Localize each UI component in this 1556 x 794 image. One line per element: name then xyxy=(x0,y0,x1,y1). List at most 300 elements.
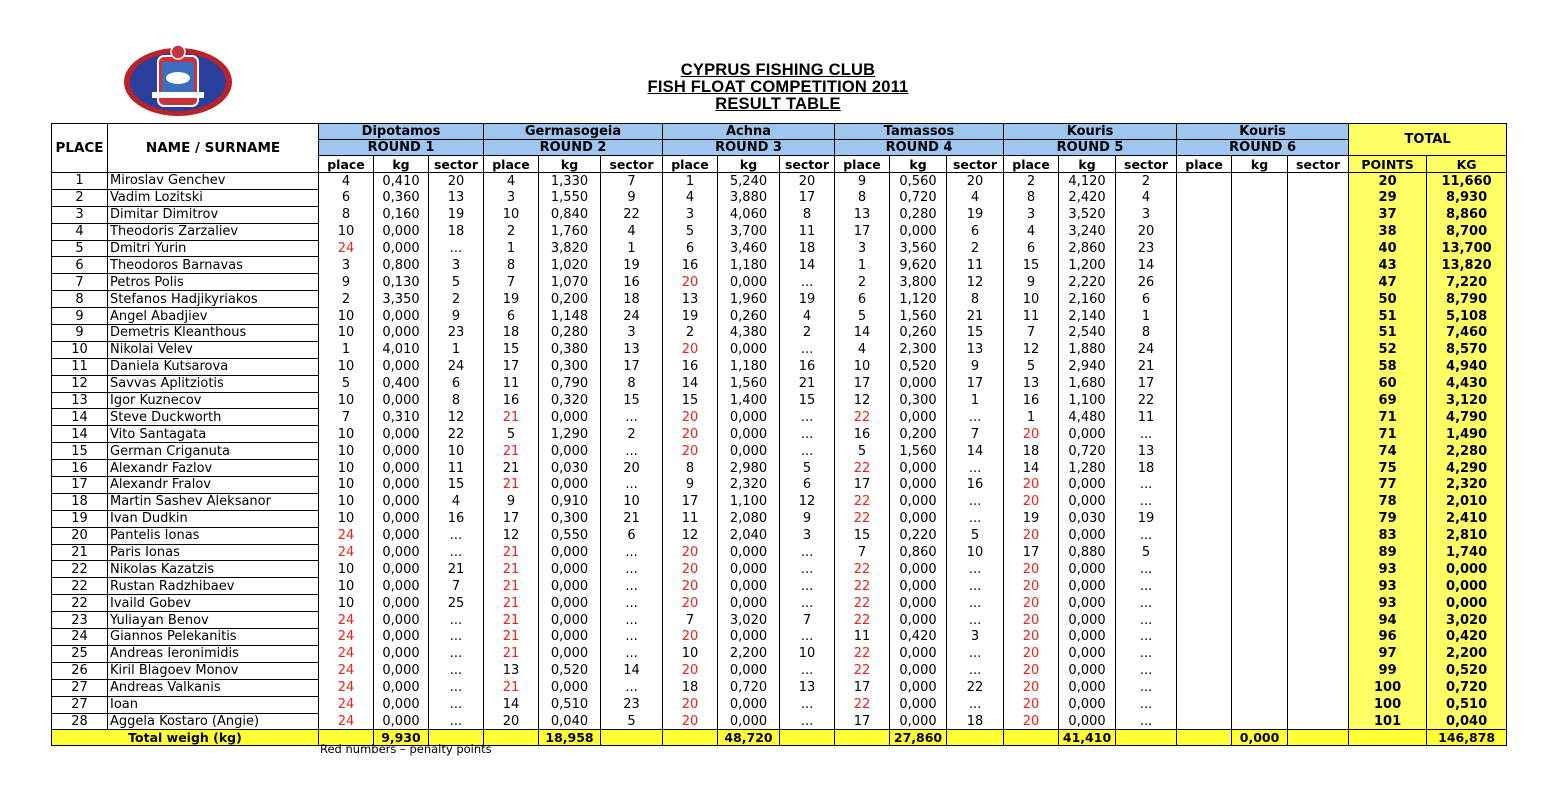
table-row xyxy=(52,612,1507,629)
row-place: 10 xyxy=(52,341,108,358)
row-place: 13 xyxy=(52,392,108,409)
row-r6-place xyxy=(1177,392,1232,409)
row-r4-place: 6 xyxy=(835,291,890,308)
row-r2-place: 21 xyxy=(484,460,539,477)
row-kg-total: 0,000 xyxy=(1427,561,1507,578)
row-r2-kg: 0,030 xyxy=(539,460,601,477)
row-r1-sector: 22 xyxy=(429,426,484,443)
row-r4-sector: ... xyxy=(947,645,1004,662)
row-r6-kg xyxy=(1232,189,1288,206)
row-r3-place: 5 xyxy=(663,223,718,240)
row-name: Rustan Radzhibaev xyxy=(108,578,319,595)
row-r2-kg: 0,000 xyxy=(539,544,601,561)
row-r6-place xyxy=(1177,629,1232,646)
row-r1-kg: 0,000 xyxy=(374,443,429,460)
row-r4-kg: 0,720 xyxy=(890,189,947,206)
table-row xyxy=(52,291,1507,308)
row-r2-place: 20 xyxy=(484,713,539,730)
row-r3-sector: 5 xyxy=(780,460,835,477)
table-row xyxy=(52,561,1507,578)
row-r3-place: 4 xyxy=(663,189,718,206)
row-r1-place: 5 xyxy=(319,375,374,392)
row-r4-kg: 3,560 xyxy=(890,240,947,257)
row-r3-sector: ... xyxy=(780,578,835,595)
row-r1-sector: 3 xyxy=(429,257,484,274)
row-r5-sector: ... xyxy=(1116,477,1177,494)
row-r1-sector: 7 xyxy=(429,578,484,595)
row-r1-place: 24 xyxy=(319,544,374,561)
row-r1-place: 10 xyxy=(319,460,374,477)
row-r2-place: 18 xyxy=(484,325,539,342)
row-points: 97 xyxy=(1349,645,1427,662)
row-r2-sector: 9 xyxy=(601,189,663,206)
row-r1-place: 24 xyxy=(319,612,374,629)
row-r6-kg xyxy=(1232,595,1288,612)
row-r6-kg xyxy=(1232,679,1288,696)
row-r6-kg xyxy=(1232,662,1288,679)
row-r5-place: 8 xyxy=(1004,189,1059,206)
row-r3-kg: 3,880 xyxy=(718,189,780,206)
row-r4-kg: 0,420 xyxy=(890,629,947,646)
table-row xyxy=(52,341,1507,358)
row-name: Alexandr Fazlov xyxy=(108,460,319,477)
row-r5-place: 7 xyxy=(1004,325,1059,342)
row-r2-kg: 0,000 xyxy=(539,409,601,426)
table-row xyxy=(52,392,1507,409)
row-points: 101 xyxy=(1349,713,1427,730)
row-r5-sector: ... xyxy=(1116,696,1177,713)
row-r4-sector: ... xyxy=(947,409,1004,426)
row-r2-sector: 22 xyxy=(601,206,663,223)
row-r6-sector xyxy=(1288,477,1349,494)
row-r6-sector xyxy=(1288,629,1349,646)
row-r4-kg: 0,000 xyxy=(890,578,947,595)
row-r1-kg: 0,000 xyxy=(374,477,429,494)
row-name: Yuliayan Benov xyxy=(108,612,319,629)
row-r6-sector xyxy=(1288,274,1349,291)
row-kg-total: 8,700 xyxy=(1427,223,1507,240)
row-r3-sector: 18 xyxy=(780,240,835,257)
row-r4-place: 11 xyxy=(835,629,890,646)
row-r1-kg: 4,010 xyxy=(374,341,429,358)
row-r2-sector: 19 xyxy=(601,257,663,274)
row-r4-sector: ... xyxy=(947,662,1004,679)
row-r3-kg: 1,400 xyxy=(718,392,780,409)
row-r6-place xyxy=(1177,240,1232,257)
row-name: Demetris Kleanthous xyxy=(108,325,319,342)
row-r2-kg: 0,000 xyxy=(539,595,601,612)
row-r4-place: 9 xyxy=(835,173,890,190)
row-r4-kg: 1,120 xyxy=(890,291,947,308)
row-r4-place: 1 xyxy=(835,257,890,274)
row-r4-place: 22 xyxy=(835,645,890,662)
row-r3-kg: 1,180 xyxy=(718,257,780,274)
row-r3-kg: 1,560 xyxy=(718,375,780,392)
row-r5-place: 16 xyxy=(1004,392,1059,409)
row-r6-sector xyxy=(1288,662,1349,679)
row-r6-place xyxy=(1177,679,1232,696)
row-r6-place xyxy=(1177,595,1232,612)
row-r3-sector: 20 xyxy=(780,173,835,190)
row-place: 2 xyxy=(52,189,108,206)
row-r6-kg xyxy=(1232,240,1288,257)
row-r3-sector: ... xyxy=(780,561,835,578)
row-points: 43 xyxy=(1349,257,1427,274)
row-kg-total: 2,410 xyxy=(1427,510,1507,527)
row-r4-sector: 17 xyxy=(947,375,1004,392)
row-name: Petros Polis xyxy=(108,274,319,291)
row-r3-sector: ... xyxy=(780,409,835,426)
row-r5-kg: 1,280 xyxy=(1059,460,1116,477)
row-r4-place: 3 xyxy=(835,240,890,257)
row-r2-kg: 0,000 xyxy=(539,561,601,578)
row-r1-sector: 10 xyxy=(429,443,484,460)
row-r1-kg: 0,000 xyxy=(374,679,429,696)
sub-header-place-r6: place xyxy=(1177,156,1232,173)
row-name: Aggela Kostaro (Angie) xyxy=(108,713,319,730)
row-r2-kg: 0,380 xyxy=(539,341,601,358)
row-r2-sector: 6 xyxy=(601,527,663,544)
row-r6-kg xyxy=(1232,477,1288,494)
row-kg-total: 4,790 xyxy=(1427,409,1507,426)
row-r2-sector: ... xyxy=(601,544,663,561)
row-r6-sector xyxy=(1288,173,1349,190)
row-r2-kg: 0,000 xyxy=(539,612,601,629)
row-kg-total: 2,810 xyxy=(1427,527,1507,544)
row-name: Alexandr Fralov xyxy=(108,477,319,494)
row-r4-kg: 0,000 xyxy=(890,713,947,730)
row-r1-sector: ... xyxy=(429,629,484,646)
totals-grand-kg: 146,878 xyxy=(1427,730,1507,746)
row-r5-place: 20 xyxy=(1004,426,1059,443)
row-r3-sector: 3 xyxy=(780,527,835,544)
row-points: 52 xyxy=(1349,341,1427,358)
row-r1-place: 4 xyxy=(319,173,374,190)
row-r2-sector: 10 xyxy=(601,493,663,510)
row-r6-sector xyxy=(1288,291,1349,308)
row-r6-sector xyxy=(1288,308,1349,325)
row-r3-place: 19 xyxy=(663,308,718,325)
row-r1-place: 24 xyxy=(319,662,374,679)
row-r1-kg: 0,000 xyxy=(374,392,429,409)
row-r1-kg: 0,360 xyxy=(374,189,429,206)
totals-r6-kg: 0,000 xyxy=(1232,730,1288,746)
row-r2-place: 21 xyxy=(484,645,539,662)
totals-r6-place xyxy=(1177,730,1232,746)
round-5-header: ROUND 5 xyxy=(1004,140,1177,156)
row-kg-total: 4,430 xyxy=(1427,375,1507,392)
row-r4-place: 12 xyxy=(835,392,890,409)
row-r3-place: 20 xyxy=(663,578,718,595)
row-r6-kg xyxy=(1232,206,1288,223)
venue-5: Kouris xyxy=(1004,124,1177,140)
row-r2-sector: ... xyxy=(601,595,663,612)
row-r5-sector: ... xyxy=(1116,493,1177,510)
row-r3-sector: 7 xyxy=(780,612,835,629)
row-r1-place: 24 xyxy=(319,679,374,696)
row-r4-place: 17 xyxy=(835,477,890,494)
row-r2-kg: 1,290 xyxy=(539,426,601,443)
row-r3-place: 20 xyxy=(663,595,718,612)
row-r5-place: 9 xyxy=(1004,274,1059,291)
row-r1-kg: 0,000 xyxy=(374,510,429,527)
row-r6-kg xyxy=(1232,578,1288,595)
row-r2-place: 2 xyxy=(484,223,539,240)
row-place: 9 xyxy=(52,308,108,325)
row-name: Theodoris Zarzaliev xyxy=(108,223,319,240)
row-r6-sector xyxy=(1288,375,1349,392)
row-r3-kg: 0,000 xyxy=(718,443,780,460)
row-kg-total: 1,490 xyxy=(1427,426,1507,443)
row-r4-place: 13 xyxy=(835,206,890,223)
row-r1-kg: 0,000 xyxy=(374,578,429,595)
sub-header-kg-r1: kg xyxy=(374,156,429,173)
table-row xyxy=(52,223,1507,240)
row-r6-place xyxy=(1177,358,1232,375)
row-points: 79 xyxy=(1349,510,1427,527)
row-place: 23 xyxy=(52,612,108,629)
row-r6-place xyxy=(1177,206,1232,223)
row-r5-sector: 20 xyxy=(1116,223,1177,240)
table-row xyxy=(52,527,1507,544)
row-r5-sector: 21 xyxy=(1116,358,1177,375)
round-4-header: ROUND 4 xyxy=(835,140,1004,156)
row-points: 77 xyxy=(1349,477,1427,494)
row-r4-kg: 0,560 xyxy=(890,173,947,190)
row-r5-kg: 2,140 xyxy=(1059,308,1116,325)
results-table xyxy=(51,123,1507,746)
row-r3-kg: 0,000 xyxy=(718,629,780,646)
table-row xyxy=(52,696,1507,713)
row-r4-sector: 1 xyxy=(947,392,1004,409)
row-r4-sector: 13 xyxy=(947,341,1004,358)
row-r4-sector: 18 xyxy=(947,713,1004,730)
row-r2-sector: 7 xyxy=(601,173,663,190)
row-r5-place: 20 xyxy=(1004,493,1059,510)
row-r5-kg: 0,000 xyxy=(1059,662,1116,679)
row-r4-place: 17 xyxy=(835,223,890,240)
row-name: Giannos Pelekanitis xyxy=(108,629,319,646)
row-r2-place: 8 xyxy=(484,257,539,274)
row-r2-place: 21 xyxy=(484,561,539,578)
row-r5-sector: 5 xyxy=(1116,544,1177,561)
row-r4-kg: 0,860 xyxy=(890,544,947,561)
row-r4-kg: 0,000 xyxy=(890,409,947,426)
row-r1-sector: 4 xyxy=(429,493,484,510)
row-r2-place: 1 xyxy=(484,240,539,257)
row-r1-sector: 9 xyxy=(429,308,484,325)
row-r6-sector xyxy=(1288,257,1349,274)
row-r4-kg: 0,000 xyxy=(890,460,947,477)
row-r3-kg: 2,040 xyxy=(718,527,780,544)
row-kg-total: 8,570 xyxy=(1427,341,1507,358)
row-r1-kg: 0,000 xyxy=(374,696,429,713)
row-r6-kg xyxy=(1232,325,1288,342)
table-row xyxy=(52,679,1507,696)
row-place: 18 xyxy=(52,493,108,510)
row-r3-place: 20 xyxy=(663,713,718,730)
row-r3-kg: 0,000 xyxy=(718,696,780,713)
total-header: TOTAL xyxy=(1349,124,1507,156)
row-r4-kg: 0,000 xyxy=(890,696,947,713)
row-r4-kg: 0,520 xyxy=(890,358,947,375)
row-r1-sector: 11 xyxy=(429,460,484,477)
row-r2-kg: 0,550 xyxy=(539,527,601,544)
row-r5-kg: 0,000 xyxy=(1059,696,1116,713)
row-kg-total: 11,660 xyxy=(1427,173,1507,190)
row-r2-kg: 0,300 xyxy=(539,510,601,527)
row-place: 21 xyxy=(52,544,108,561)
table-row xyxy=(52,240,1507,257)
table-row xyxy=(52,493,1507,510)
row-r5-kg: 4,120 xyxy=(1059,173,1116,190)
row-r5-kg: 1,680 xyxy=(1059,375,1116,392)
row-r1-place: 10 xyxy=(319,510,374,527)
row-r6-sector xyxy=(1288,561,1349,578)
row-r6-sector xyxy=(1288,325,1349,342)
row-r3-sector: 11 xyxy=(780,223,835,240)
row-r2-sector: 21 xyxy=(601,510,663,527)
row-points: 71 xyxy=(1349,426,1427,443)
totals-r2-kg: 18,958 xyxy=(539,730,601,746)
row-r1-sector: ... xyxy=(429,696,484,713)
row-r6-sector xyxy=(1288,713,1349,730)
totals-r4-sector xyxy=(947,730,1004,746)
row-r4-sector: 7 xyxy=(947,426,1004,443)
row-r5-place: 20 xyxy=(1004,612,1059,629)
row-r4-place: 16 xyxy=(835,426,890,443)
sub-header-sector-r5: sector xyxy=(1116,156,1177,173)
row-r4-place: 5 xyxy=(835,308,890,325)
row-r3-sector: 14 xyxy=(780,257,835,274)
row-points: 74 xyxy=(1349,443,1427,460)
row-r5-sector: 24 xyxy=(1116,341,1177,358)
row-name: Ivan Dudkin xyxy=(108,510,319,527)
row-kg-total: 13,700 xyxy=(1427,240,1507,257)
row-r5-kg: 0,000 xyxy=(1059,561,1116,578)
row-kg-total: 7,460 xyxy=(1427,325,1507,342)
row-r5-kg: 0,880 xyxy=(1059,544,1116,561)
row-r3-sector: 10 xyxy=(780,645,835,662)
row-r5-place: 3 xyxy=(1004,206,1059,223)
row-kg-total: 2,200 xyxy=(1427,645,1507,662)
row-r2-place: 15 xyxy=(484,341,539,358)
row-name: Steve Duckworth xyxy=(108,409,319,426)
row-name: Igor Kuznecov xyxy=(108,392,319,409)
row-r4-place: 2 xyxy=(835,274,890,291)
row-r1-kg: 0,000 xyxy=(374,240,429,257)
row-place: 14 xyxy=(52,409,108,426)
row-name: Pantelis Ionas xyxy=(108,527,319,544)
row-r1-sector: 18 xyxy=(429,223,484,240)
table-row xyxy=(52,578,1507,595)
row-r3-sector: ... xyxy=(780,713,835,730)
row-r3-place: 2 xyxy=(663,325,718,342)
row-r3-kg: 0,000 xyxy=(718,595,780,612)
row-r2-sector: ... xyxy=(601,629,663,646)
row-r4-sector: ... xyxy=(947,612,1004,629)
sub-header-place-r4: place xyxy=(835,156,890,173)
row-r3-place: 11 xyxy=(663,510,718,527)
row-r5-kg: 2,420 xyxy=(1059,189,1116,206)
row-name: Vadim Lozitski xyxy=(108,189,319,206)
row-r5-place: 20 xyxy=(1004,679,1059,696)
row-r1-place: 10 xyxy=(319,308,374,325)
row-r6-kg xyxy=(1232,696,1288,713)
row-r4-place: 22 xyxy=(835,662,890,679)
row-r1-place: 24 xyxy=(319,240,374,257)
sub-header-sector-r1: sector xyxy=(429,156,484,173)
row-r4-sector: 5 xyxy=(947,527,1004,544)
sub-header-place-r2: place xyxy=(484,156,539,173)
row-r2-place: 14 xyxy=(484,696,539,713)
table-row xyxy=(52,510,1507,527)
row-name: Nikolai Velev xyxy=(108,341,319,358)
row-place: 27 xyxy=(52,696,108,713)
row-r2-place: 17 xyxy=(484,358,539,375)
row-r3-kg: 3,700 xyxy=(718,223,780,240)
row-r2-sector: ... xyxy=(601,679,663,696)
row-r3-kg: 1,100 xyxy=(718,493,780,510)
row-r1-place: 24 xyxy=(319,645,374,662)
row-r3-kg: 4,380 xyxy=(718,325,780,342)
row-r6-sector xyxy=(1288,679,1349,696)
row-name: Andreas Ieronimidis xyxy=(108,645,319,662)
row-r4-place: 8 xyxy=(835,189,890,206)
row-kg-total: 0,000 xyxy=(1427,578,1507,595)
row-kg-total: 8,930 xyxy=(1427,189,1507,206)
row-r6-sector xyxy=(1288,612,1349,629)
row-r6-kg xyxy=(1232,173,1288,190)
row-r3-sector: ... xyxy=(780,696,835,713)
row-r5-place: 14 xyxy=(1004,460,1059,477)
row-r1-sector: 8 xyxy=(429,392,484,409)
row-kg-total: 7,220 xyxy=(1427,274,1507,291)
row-r6-kg xyxy=(1232,713,1288,730)
row-r5-kg: 3,240 xyxy=(1059,223,1116,240)
row-r3-sector: 9 xyxy=(780,510,835,527)
venue-6: Kouris xyxy=(1177,124,1349,140)
row-r4-sector: 2 xyxy=(947,240,1004,257)
row-r2-kg: 0,790 xyxy=(539,375,601,392)
row-r6-kg xyxy=(1232,645,1288,662)
row-r5-place: 20 xyxy=(1004,595,1059,612)
row-r3-kg: 0,260 xyxy=(718,308,780,325)
row-r3-sector: 21 xyxy=(780,375,835,392)
row-r3-kg: 5,240 xyxy=(718,173,780,190)
row-r5-place: 10 xyxy=(1004,291,1059,308)
row-r5-sector: 1 xyxy=(1116,308,1177,325)
row-r1-place: 10 xyxy=(319,477,374,494)
totals-r3-place xyxy=(663,730,718,746)
row-r4-kg: 0,000 xyxy=(890,375,947,392)
row-r5-sector: ... xyxy=(1116,612,1177,629)
row-kg-total: 5,108 xyxy=(1427,308,1507,325)
row-kg-total: 2,010 xyxy=(1427,493,1507,510)
row-r4-kg: 0,000 xyxy=(890,612,947,629)
row-r5-place: 20 xyxy=(1004,578,1059,595)
row-r1-sector: 23 xyxy=(429,325,484,342)
row-r5-place: 20 xyxy=(1004,662,1059,679)
row-r2-place: 21 xyxy=(484,679,539,696)
table-row xyxy=(52,629,1507,646)
row-r3-sector: 16 xyxy=(780,358,835,375)
round-3-header: ROUND 3 xyxy=(663,140,835,156)
row-r1-sector: 21 xyxy=(429,561,484,578)
row-r2-place: 13 xyxy=(484,662,539,679)
row-r2-sector: 2 xyxy=(601,426,663,443)
row-r6-place xyxy=(1177,189,1232,206)
